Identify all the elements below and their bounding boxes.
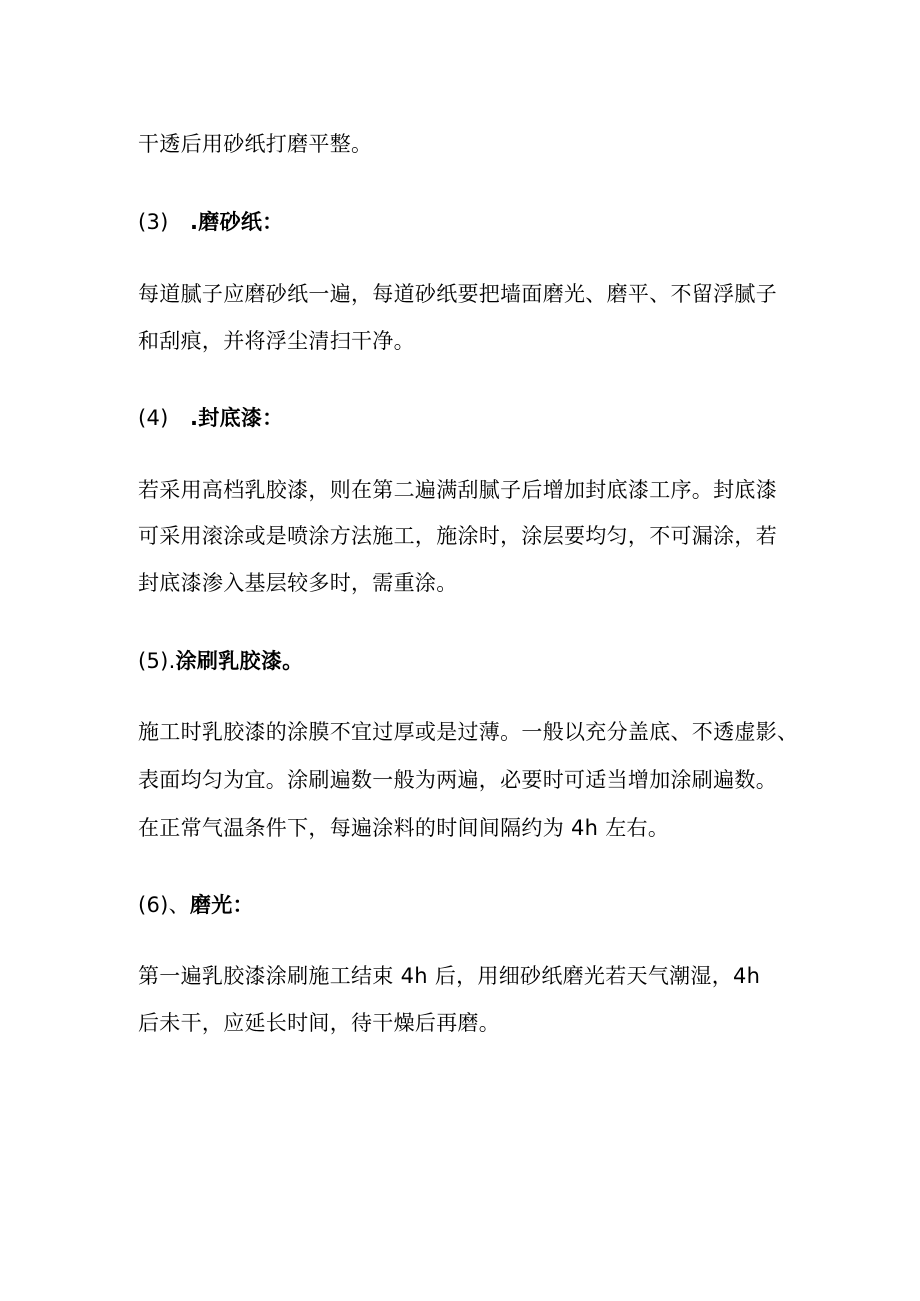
section5-title: 涂刷乳胶漆。 <box>175 649 304 673</box>
section3-line-2: 和刮痕，并将浮尘清扫干净。 <box>138 329 415 353</box>
section3-title: .磨砂纸： <box>190 210 284 234</box>
section5-number: (5). <box>138 649 176 673</box>
section5-line-1: 施工时乳胶漆的涂膜不宜过厚或是过薄。一般以充分盖底、不透虚影、 <box>138 720 799 744</box>
section5-heading <box>138 647 303 675</box>
section5-line-3: 在正常气温条件下，每遍涂料的时间间隔约为 4h 左右。 <box>138 816 670 840</box>
section6-heading <box>138 891 254 919</box>
section6-number: (6)、 <box>138 893 190 917</box>
section3-heading <box>138 208 283 236</box>
section4-number: (4) <box>138 406 169 430</box>
section4-line-3: 封底漆渗入基层较多时，需重涂。 <box>138 571 458 595</box>
section4-line-1: 若采用高档乳胶漆，则在第二遍满刮腻子后增加封底漆工序。封底漆 <box>138 478 777 502</box>
section4-heading <box>138 404 283 432</box>
section3-number: (3) <box>138 210 169 234</box>
section5-line-2: 表面均匀为宜。涂刷遍数一般为两遍，必要时可适当增加涂刷遍数。 <box>138 768 777 792</box>
section6-title: 磨光： <box>189 893 254 917</box>
section4-title: .封底漆： <box>190 406 284 430</box>
section3-line-1: 每道腻子应磨砂纸一遍，每道砂纸要把墙面磨光、磨平、不留浮腻子 <box>138 282 777 306</box>
section4-line-2: 可采用滚涂或是喷涂方法施工，施涂时，涂层要均匀，不可漏涂，若 <box>138 524 777 548</box>
section6-line-1: 第一遍乳胶漆涂刷施工结束 4h 后，用细砂纸磨光若天气潮湿，4h <box>138 964 761 988</box>
intro-line: 干透后用砂纸打磨平整。 <box>138 132 373 156</box>
section6-line-2: 后未干，应延长时间，待干燥后再磨。 <box>138 1011 501 1035</box>
